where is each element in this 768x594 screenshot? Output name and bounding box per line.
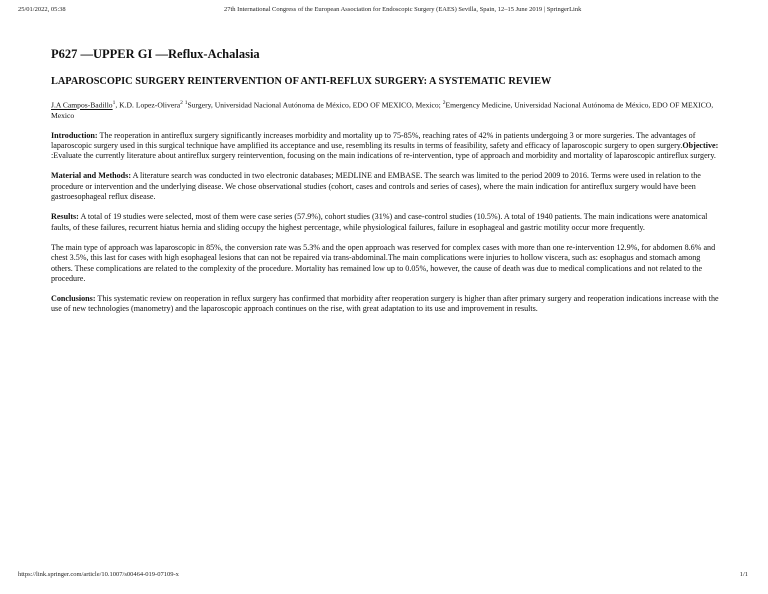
affiliation-marker: 2 — [180, 100, 183, 106]
introduction-text: The reoperation in antireflux surgery significantly increases morbidity and mortality up to 75-85%, reaching rates of 42% in patients undergoing 3 or more surgeries. The advantages of laparoscopic surgery used in this surgical technique have amplified its acceptance and use, resembling its results in terms of feasibility, safety and efficacy of laparoscopic surgery to open surgery. — [51, 130, 696, 150]
affiliation-text: Surgery, Universidad Nacional Autónoma de México, EDO OF MEXICO, Mexico; — [187, 100, 443, 110]
header-date: 25/01/2022, 05:38 — [18, 6, 66, 13]
page-number: 1/1 — [739, 571, 748, 578]
introduction-label: Introduction: — [51, 130, 98, 140]
footer-url: https://link.springer.com/article/10.1007/s00464-019-07109-x — [18, 571, 179, 578]
affiliation-marker: 2 — [442, 100, 446, 106]
author-name: , K.D. Lopez-Olivera — [115, 100, 181, 110]
conclusions-label: Conclusions: — [51, 294, 96, 304]
methods-paragraph — [51, 171, 723, 202]
methods-label: Material and Methods: — [51, 171, 132, 181]
results-paragraph — [51, 212, 723, 233]
results-text: A total of 19 studies were selected, most of them were case series (57.9%), cohort studies (31%) and case-control studies (10.5%). A total of 1940 patients. The main indications were anatomical faults, of these failures, recurrent hiatus hernia and sliding occupy the highest percentage, while physiological failures, failure in esophageal and gastric motility occur more frequently. — [51, 212, 708, 232]
conclusions-text: This systematic review on reoperation in reflux surgery has confirmed that morbidity after reoperation surgery is higher than after primary surgery and reoperation indications increase with the use of new technologies (manometry) and the laparoscopic approach continues on the rise, with great adaptation to its use and improvement in results. — [51, 294, 719, 314]
introduction-paragraph — [51, 131, 723, 162]
conclusions-paragraph — [51, 294, 723, 315]
author-list — [51, 98, 723, 121]
article-title: LAPAROSCOPIC SURGERY REINTERVENTION OF ANTI-REFLUX SURGERY: A SYSTEMATIC REVIEW — [51, 76, 552, 87]
objective-label: Objective: — [682, 140, 719, 150]
article-content — [51, 47, 723, 325]
affiliation-text: Emergency Medicine, Universidad Nacional Autónoma de México, EDO OF MEXICO, Mexico — [51, 100, 714, 120]
section-title: P627 —UPPER GI —Reflux-Achalasia — [51, 47, 260, 61]
objective-text: :Evaluate the currently literature about antireflux surgery reintervention, focusing on the main indications of re-intervention, type of approach and morbidity and mortality of laparoscopic antireflux surgery. — [51, 151, 716, 161]
affiliation-marker: 1 — [112, 100, 116, 106]
author-link[interactable]: J.A Campos-Badillo — [51, 100, 113, 110]
methods-text: A literature search was conducted in two electronic databases; MEDLINE and EMBASE. The search was limited to the period 2009 to 2016. Terms were used in relation to the procedure or intervention and the underlying disease. We chose observational studies (cohort, cases and controls and series of cases), where the main indication for antireflux surgery would have been gastroesophageal reflux disease. — [51, 171, 701, 202]
results-paragraph-2: The main type of approach was laparoscopic in 85%, the conversion rate was 5.3% and the open approach was reserved for complex cases with more than one re-intervention 12.9%, for abdomen 8.6% and chest 3.5%, this last for cases with high esophageal lesions that can not be repaired via trans-abdominal.The main complications were injuries to hollow viscera, such as: esophagus and stomach among others. These complications are related to the complexity of the procedure. Mortality has remained low up to 0.05%, however, the cause of death was due to medical complications and not related to the procedure. — [51, 242, 716, 283]
affiliation-marker: 1 — [184, 100, 188, 106]
header-title: 27th International Congress of the European Association for Endoscopic Surgery (EAES) Sevilla, Spain, 12–15 June 2019 | SpringerLink — [224, 6, 582, 13]
results-label: Results: — [51, 212, 79, 222]
